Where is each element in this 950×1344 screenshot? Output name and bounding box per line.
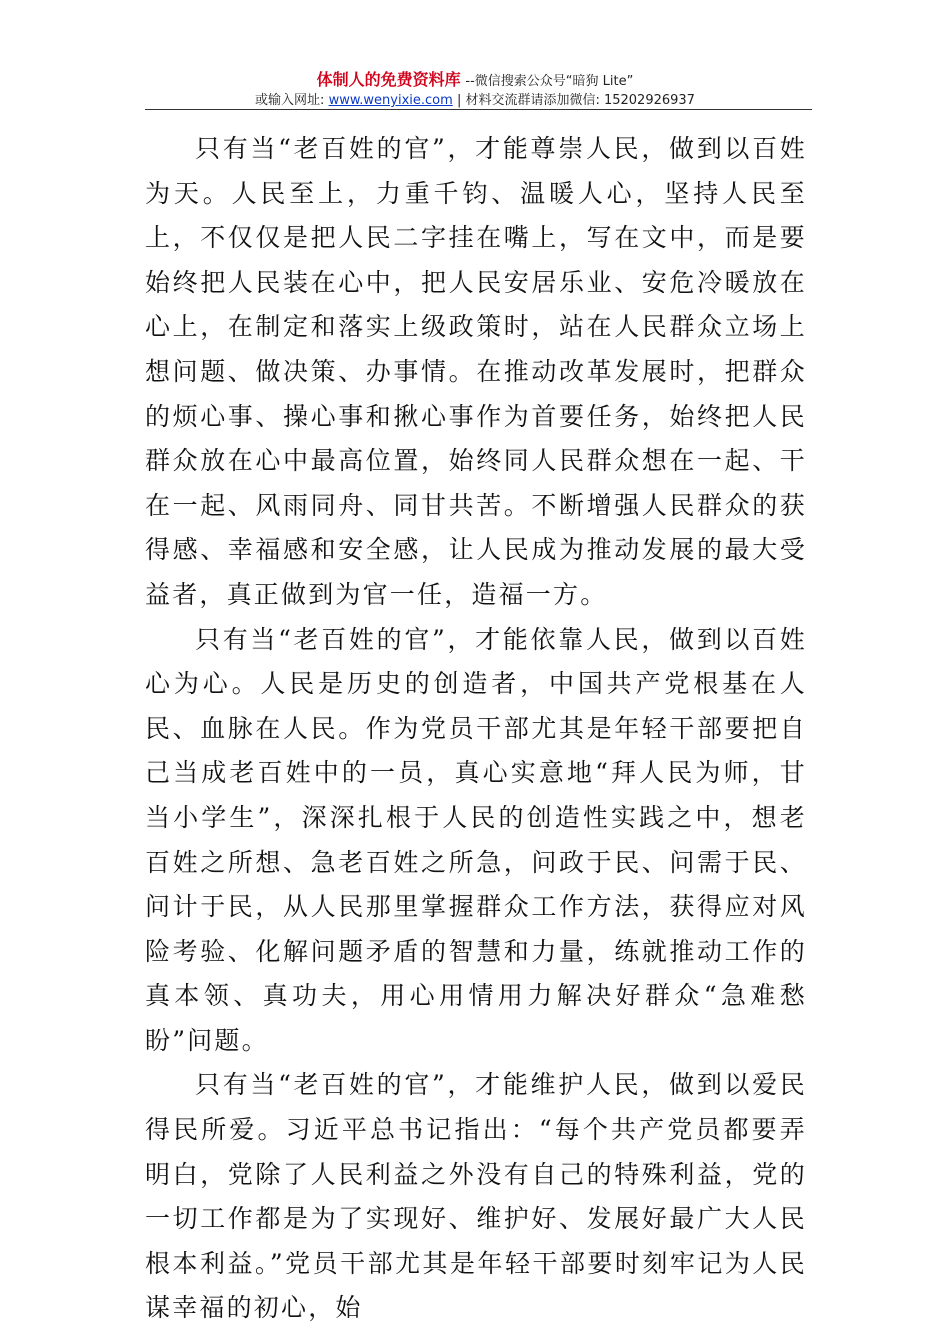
header-brand: 体制人的免费资料库 (316, 70, 461, 89)
document-body (145, 127, 807, 1331)
header-subtitle: --微信搜索公众号“暗狗 Lite” (465, 74, 634, 89)
paragraph-2: 只有当“老百姓的官”，才能依靠人民，做到以百姓心为心。人民是历史的创造者，中国共产党根基在人民、血脉在人民。作为党员干部尤其是年轻干部要把自己当成老百姓中的一员，真心实意地“拜人民为师，甘当小学生”，深深扎根于人民的创造性实践之中，想老百姓之所想、急老百姓之所急，问政于民、问需于民、问计于民，从人民那里掌握群众工作方法，获得应对风险考验、化解问题矛盾的智慧和力量，练就推动工作的真本领、真功夫，用心用情用力解决好群众“急难愁盼”问题。 (145, 624, 807, 1055)
paragraph-1: 只有当“老百姓的官”，才能尊崇人民，做到以百姓为天。人民至上，力重千钧、温暖人心，坚持人民至上，不仅仅是把人民二字挂在嘴上，写在文中，而是要始终把人民装在心中，把人民安居乐业、安危冷暖放在心上，在制定和落实上级政策时，站在人民群众立场上想问题、做决策、办事情。在推动改革发展时，把群众的烦心事、操心事和揪心事作为首要任务，始终把人民群众放在心中最高位置，始终同人民群众想在一起、干在一起、风雨同舟、同甘共苦。不断增强人民群众的获得感、幸福感和安全感，让人民成为推动发展的最大受益者，真正做到为官一任，造福一方。 (145, 134, 807, 609)
header-contact: | 材料交流群请添加微信: 15202926937 (456, 93, 695, 108)
header-website-link[interactable]: www.wenyixie.com (328, 93, 453, 108)
header-divider (145, 109, 812, 110)
header-info-line (145, 92, 805, 110)
header-title-line (145, 70, 805, 92)
page-header (145, 70, 805, 110)
header-url-label: 或输入网址: (255, 93, 325, 108)
paragraph-3: 只有当“老百姓的官”，才能维护人民，做到以爱民得民所爱。习近平总书记指出：“每个共产党员都要弄明白，党除了人民利益之外没有自己的特殊利益，党的一切工作都是为了实现好、维护好、发展好最广大人民根本利益。”党员干部尤其是年轻干部要时刻牢记为人民谋幸福的初心，始 (145, 1070, 807, 1323)
